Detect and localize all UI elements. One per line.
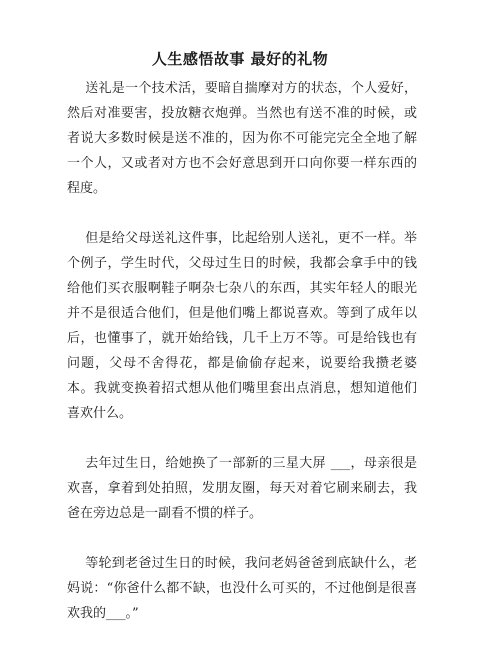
paragraph-2: 但是给父母送礼这件事，比起给别人送礼，更不一样。举个例子，学生时代，父母过生日的时候，我都会拿手中的钱给他们买衣服啊鞋子啊杂七杂八的东西，其实年轻人的眼光并不是很适合他们，但是他们嘴上都说喜欢。等到了成年以后，也懂事了，就开始给钱，几千上万不等。可是给钱也有问题，父母不舍得花，都是偷偷存起来，说要给我攒老婆本。我就变换着招式想从他们嘴里套出点消息，想知道他们喜欢什么。: [67, 231, 417, 421]
paragraph-4: 等轮到老爸过生日的时候，我问老妈爸爸到底缺什么，老妈说：“你爸什么都不缺，也没什么可买的，不过他倒是很喜欢我的___。”: [67, 556, 417, 621]
document-body: [67, 76, 417, 626]
paragraph-1: 送礼是一个技术活，要暗自揣摩对方的状态，个人爱好，然后对准要害，投放糖衣炮弹。当然也有送不准的时候，或者说大多数时候是送不准的，因为你不可能完完全全地了解一个人，又或者对方也不会好意思到开口向你要一样东西的程度。: [67, 81, 417, 196]
document-title: 人生感悟故事 最好的礼物: [151, 50, 329, 68]
paragraph-3: 去年过生日，给她换了一部新的三星大屏 ___，母亲很是欢喜，拿着到处拍照，发朋友圈，每天对着它刷来刷去，我爸在旁边总是一副看不惯的样子。: [67, 456, 417, 521]
